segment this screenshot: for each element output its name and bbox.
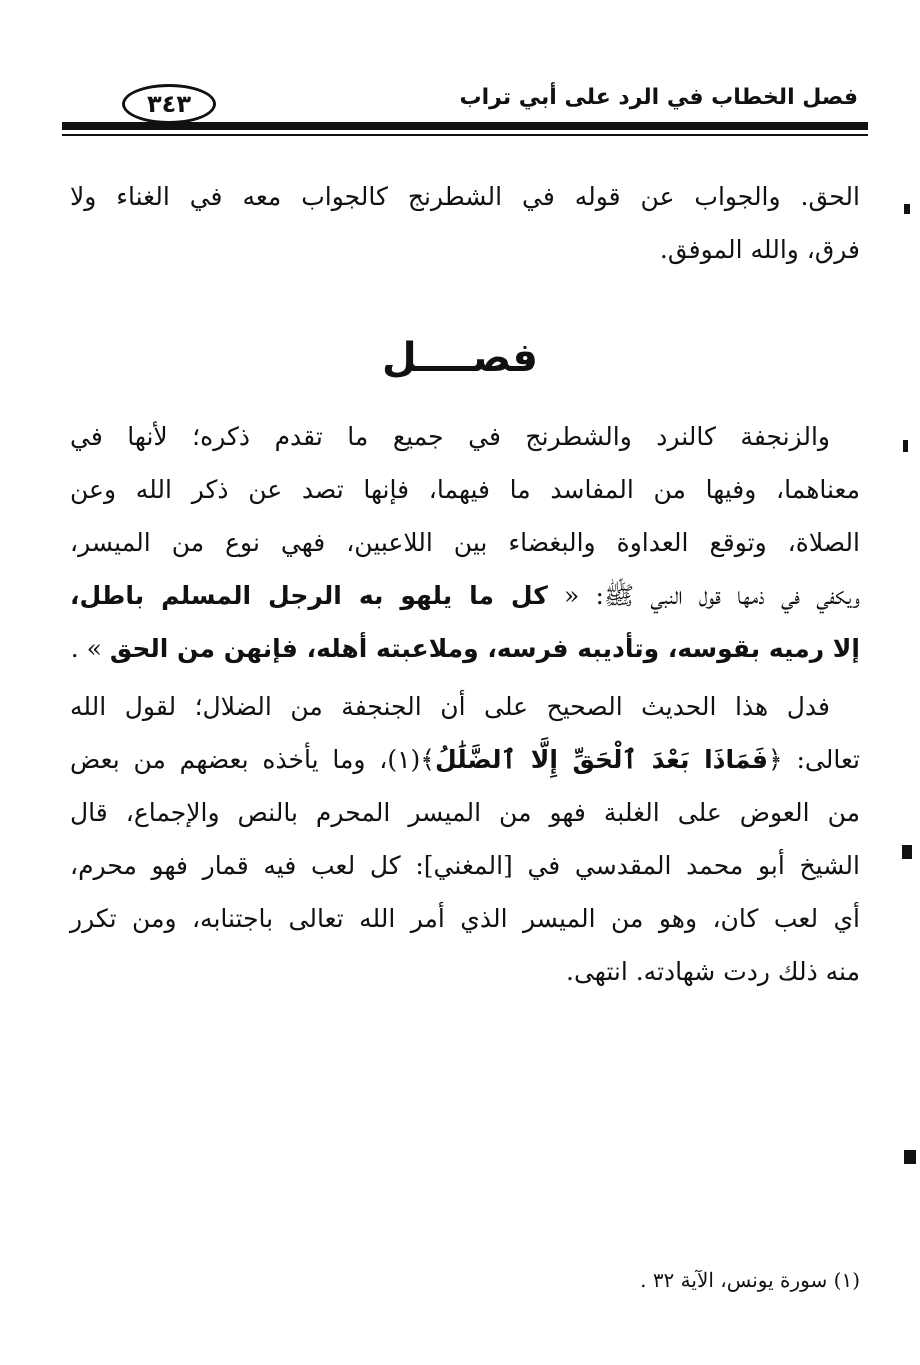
footnote: (١) سورة يونس، الآية ٣٢ . [640, 1268, 860, 1292]
text-line: من العوض على الغلبة فهو من الميسر المحرم بالنص والإجماع، قال [70, 798, 860, 827]
text-line: والزنجفة كالنرد والشطرنج في جميع ما تقدم ذكره؛ لأنها في [70, 422, 830, 451]
paragraph-2 [70, 680, 860, 998]
section-heading: فصــــل [382, 335, 538, 381]
text-line: منه ذلك ردت شهادته. انتهى. [566, 957, 860, 986]
quote-close: » . [70, 634, 110, 663]
scan-mark [904, 1150, 916, 1164]
header-rule-thin [62, 134, 868, 136]
text-line: الصلاة، وتوقع العداوة والبغضاء بين اللاعبين، فهي نوع من الميسر، [70, 528, 860, 557]
hadith-text: إلا رميه بقوسه، وتأديبه فرسه، وملاعبته أهله، فإنهن من الحق [109, 634, 860, 663]
text-line: الشيخ أبو محمد المقدسي في [المغني]: كل لعب فيه قمار فهو محرم، [70, 851, 860, 880]
text-line: معناهما، وفيها من المفاسد ما فيهما، فإنها تصد عن ذكر الله وعن [70, 475, 860, 504]
text-line: أي لعب كان، وهو من الميسر الذي أمر الله تعالى باجتنابه، ومن تكرر [70, 904, 860, 933]
paragraph-1 [70, 410, 860, 675]
text-line: الحق. والجواب عن قوله في الشطرنج كالجواب معه في الغناء ولا [70, 182, 860, 211]
text-line [70, 733, 860, 786]
text-line: فدل هذا الحديث الصحيح على أن الجنجفة من الضلال؛ لقول الله [70, 692, 830, 721]
verse-close: ﴾(١)، وما يأخذه بعضهم من بعض [70, 745, 435, 774]
hadith-text: كل ما يلهو به الرجل المسلم باطل، [70, 581, 548, 610]
verse-intro: تعالى: ﴿ [768, 745, 860, 774]
header-rule-thick [62, 122, 868, 130]
hadith-intro: ويكفي في ذمها قول النبي ﷺ: « [547, 581, 860, 610]
scan-mark [902, 845, 912, 859]
quran-verse: فَمَاذَا بَعْدَ ٱلْحَقِّ إِلَّا ٱلضَّلَٰلُ [434, 745, 769, 774]
text-line [70, 622, 860, 675]
running-title: فصل الخطاب في الرد على أبي تراب [459, 85, 858, 110]
scan-mark [904, 204, 910, 214]
text-line: فرق، والله الموفق. [659, 235, 860, 264]
text-line [70, 569, 860, 622]
top-paragraph [70, 170, 860, 276]
page-number: ٣٤٣ [122, 84, 216, 124]
scan-mark [903, 440, 908, 452]
